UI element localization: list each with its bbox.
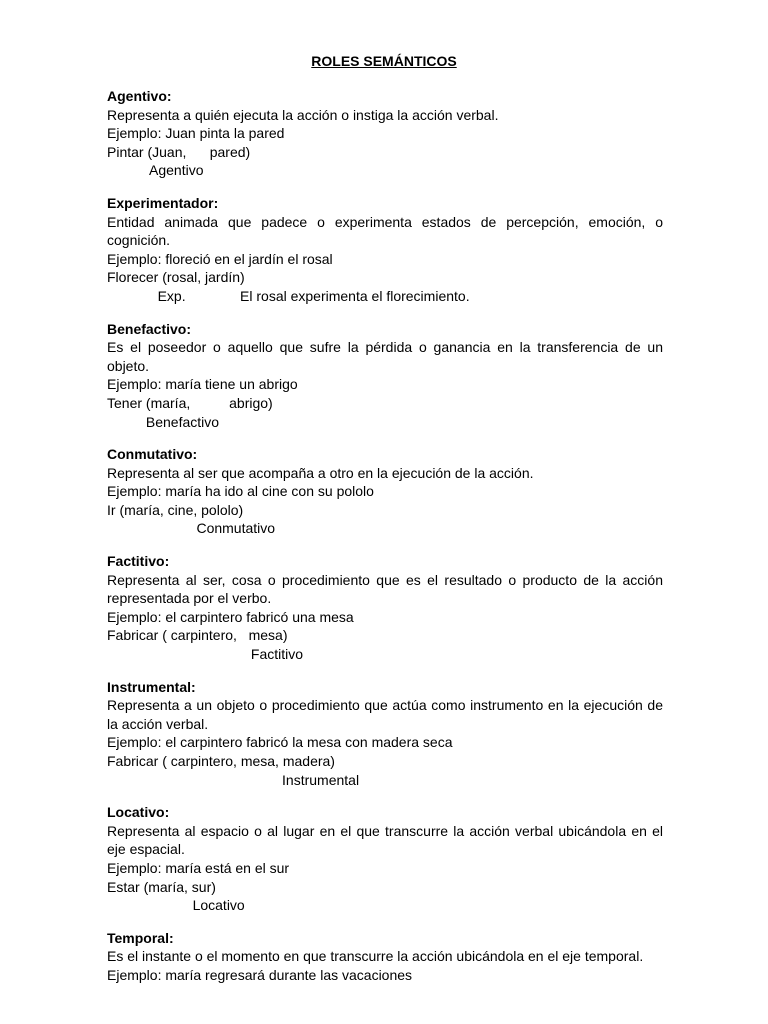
section-formula: Florecer (rosal, jardín) [107, 269, 245, 286]
section-formula: Estar (maría, sur) [107, 878, 216, 895]
section-definition: Representa a quién ejecuta la acción o instiga la acción verbal. [107, 106, 499, 123]
document-body [107, 87, 663, 999]
section-example: Ejemplo: maría tiene un abrigo [107, 376, 298, 393]
section-temporal [107, 929, 663, 985]
section-heading: Experimentador: [107, 194, 219, 211]
section-role-label: Benefactivo [107, 413, 220, 430]
section-heading: Factitivo: [107, 553, 170, 570]
section-formula: Pintar (Juan, pared) [107, 143, 251, 160]
section-example: Ejemplo: maría ha ido al cine con su pololo [107, 483, 374, 500]
section-factitivo [107, 552, 663, 664]
section-formula: Tener (maría, abrigo) [107, 394, 273, 411]
section-example: Ejemplo: el carpintero fabricó una mesa [107, 608, 354, 625]
section-example: Ejemplo: maría regresará durante las vacaciones [107, 966, 413, 983]
section-conmutativo [107, 445, 663, 538]
section-experimentador [107, 194, 663, 306]
section-heading: Conmutativo: [107, 446, 198, 463]
section-role-label: Instrumental [107, 771, 360, 788]
section-role-label: Locativo [107, 897, 245, 914]
section-role-label: Agentivo [107, 162, 204, 179]
section-heading: Benefactivo: [107, 320, 192, 337]
section-example: Ejemplo: Juan pinta la pared [107, 125, 285, 142]
section-locativo [107, 803, 663, 915]
section-example: Ejemplo: floreció en el jardín el rosal [107, 250, 333, 267]
section-heading: Locativo: [107, 804, 170, 821]
section-benefactivo [107, 320, 663, 432]
section-formula: Ir (maría, cine, pololo) [107, 501, 244, 518]
section-definition: Representa al espacio o al lugar en el que transcurre la acción verbal ubicándola en el eje espacial. [107, 822, 663, 858]
section-example: Ejemplo: el carpintero fabricó la mesa con madera seca [107, 734, 453, 751]
section-role-label: Factitivo [107, 646, 304, 663]
section-formula: Fabricar ( carpintero, mesa) [107, 627, 288, 644]
section-agentivo [107, 87, 663, 180]
section-definition: Representa a un objeto o procedimiento que actúa como instrumento en la ejecución de la acción verbal. [107, 697, 663, 732]
section-definition: Es el poseedor o aquello que sufre la pérdida o ganancia en la transferencia de un objeto. [107, 339, 663, 374]
section-heading: Agentivo: [107, 88, 172, 104]
section-role-label: Conmutativo [107, 520, 276, 537]
section-formula: Fabricar ( carpintero, mesa, madera) [107, 753, 335, 769]
section-example: Ejemplo: maría está en el sur [107, 859, 290, 876]
section-heading: Instrumental: [107, 678, 196, 695]
section-definition: Representa al ser, cosa o procedimiento que es el resultado o producto de la acción representada por el verbo. [107, 571, 663, 607]
document-title: ROLES SEMÁNTICOS [311, 53, 457, 69]
section-heading: Temporal: [107, 929, 174, 946]
section-role-label: Exp. El rosal experimenta el florecimiento. [107, 287, 470, 304]
section-definition: Es el instante o el momento en que transcurre la acción ubicándola en el eje temporal. [107, 948, 644, 965]
section-instrumental [107, 678, 663, 790]
section-definition: Entidad animada que padece o experimenta estados de percepción, emoción, o cognición. [107, 213, 663, 249]
section-definition: Representa al ser que acompaña a otro en la ejecución de la acción. [107, 464, 534, 481]
